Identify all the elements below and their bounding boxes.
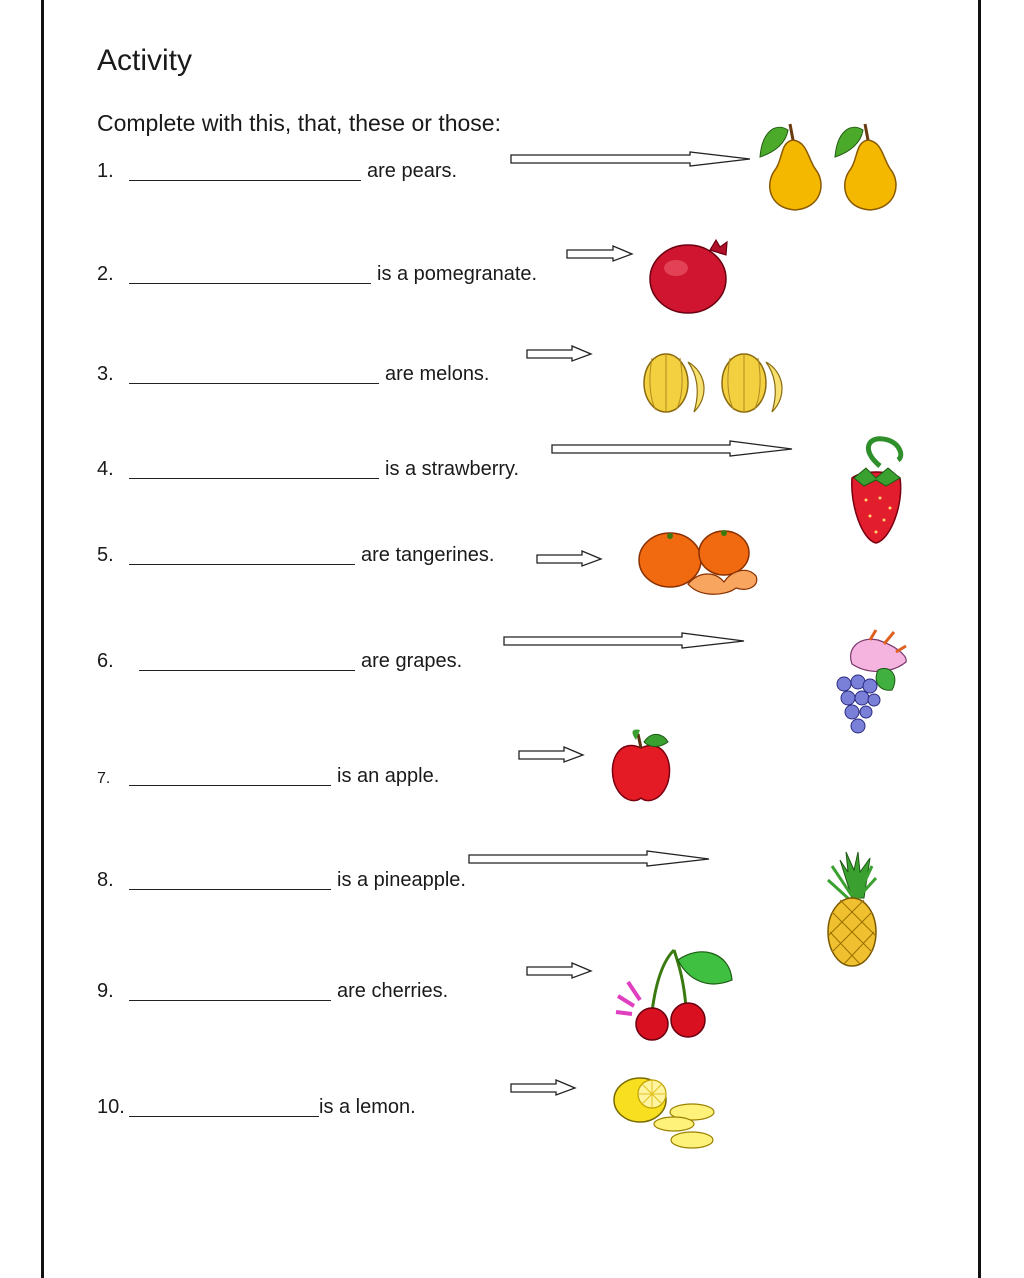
item-number: 1. <box>97 160 114 182</box>
item-number: 6. <box>97 650 114 672</box>
lemon-icon <box>614 1078 714 1148</box>
item-sentence: is a pineapple. <box>337 869 466 891</box>
pear-icon <box>835 124 896 210</box>
melon-icon <box>722 354 782 412</box>
arrow-icon <box>527 963 591 978</box>
item-number: 5. <box>97 544 114 566</box>
worksheet-instructions: Complete with this, that, these or those: <box>97 110 501 136</box>
arrow-icon <box>504 633 744 648</box>
item-sentence: is an apple. <box>337 765 440 787</box>
item-sentence: is a strawberry. <box>385 458 520 480</box>
item-number: 3. <box>97 363 114 385</box>
strawberry-icon <box>852 439 901 543</box>
item-number: 4. <box>97 458 114 480</box>
cherries-icon <box>616 950 732 1040</box>
grapes-icon <box>837 630 906 733</box>
apple-icon <box>612 729 669 800</box>
item-sentence: is a lemon. <box>319 1096 416 1118</box>
item-number: 8. <box>97 869 114 891</box>
item-sentence: are tangerines. <box>361 544 495 566</box>
item-sentence: are cherries. <box>337 980 449 1002</box>
arrow-icon <box>511 152 750 166</box>
item-sentence: are pears. <box>367 160 458 182</box>
arrow-icon <box>469 851 709 866</box>
worksheet-title: Activity <box>97 44 193 77</box>
item-sentence: is a pomegranate. <box>377 263 538 285</box>
item-number: 7. <box>97 770 111 787</box>
arrow-icon <box>527 346 591 361</box>
melon-icon <box>644 354 704 412</box>
arrow-icon <box>537 551 601 566</box>
tangerine-icon <box>639 530 757 594</box>
item-sentence: are grapes. <box>361 650 463 672</box>
arrow-icon <box>511 1080 575 1095</box>
pineapple-icon <box>828 852 876 966</box>
item-number: 10. <box>97 1096 125 1118</box>
arrow-icon <box>567 246 632 261</box>
arrow-icon <box>519 747 583 762</box>
pear-icon <box>760 124 821 210</box>
pomegranate-icon <box>650 240 727 313</box>
item-sentence: are melons. <box>385 363 490 385</box>
item-number: 2. <box>97 263 114 285</box>
item-number: 9. <box>97 980 114 1002</box>
arrow-icon <box>552 441 792 456</box>
